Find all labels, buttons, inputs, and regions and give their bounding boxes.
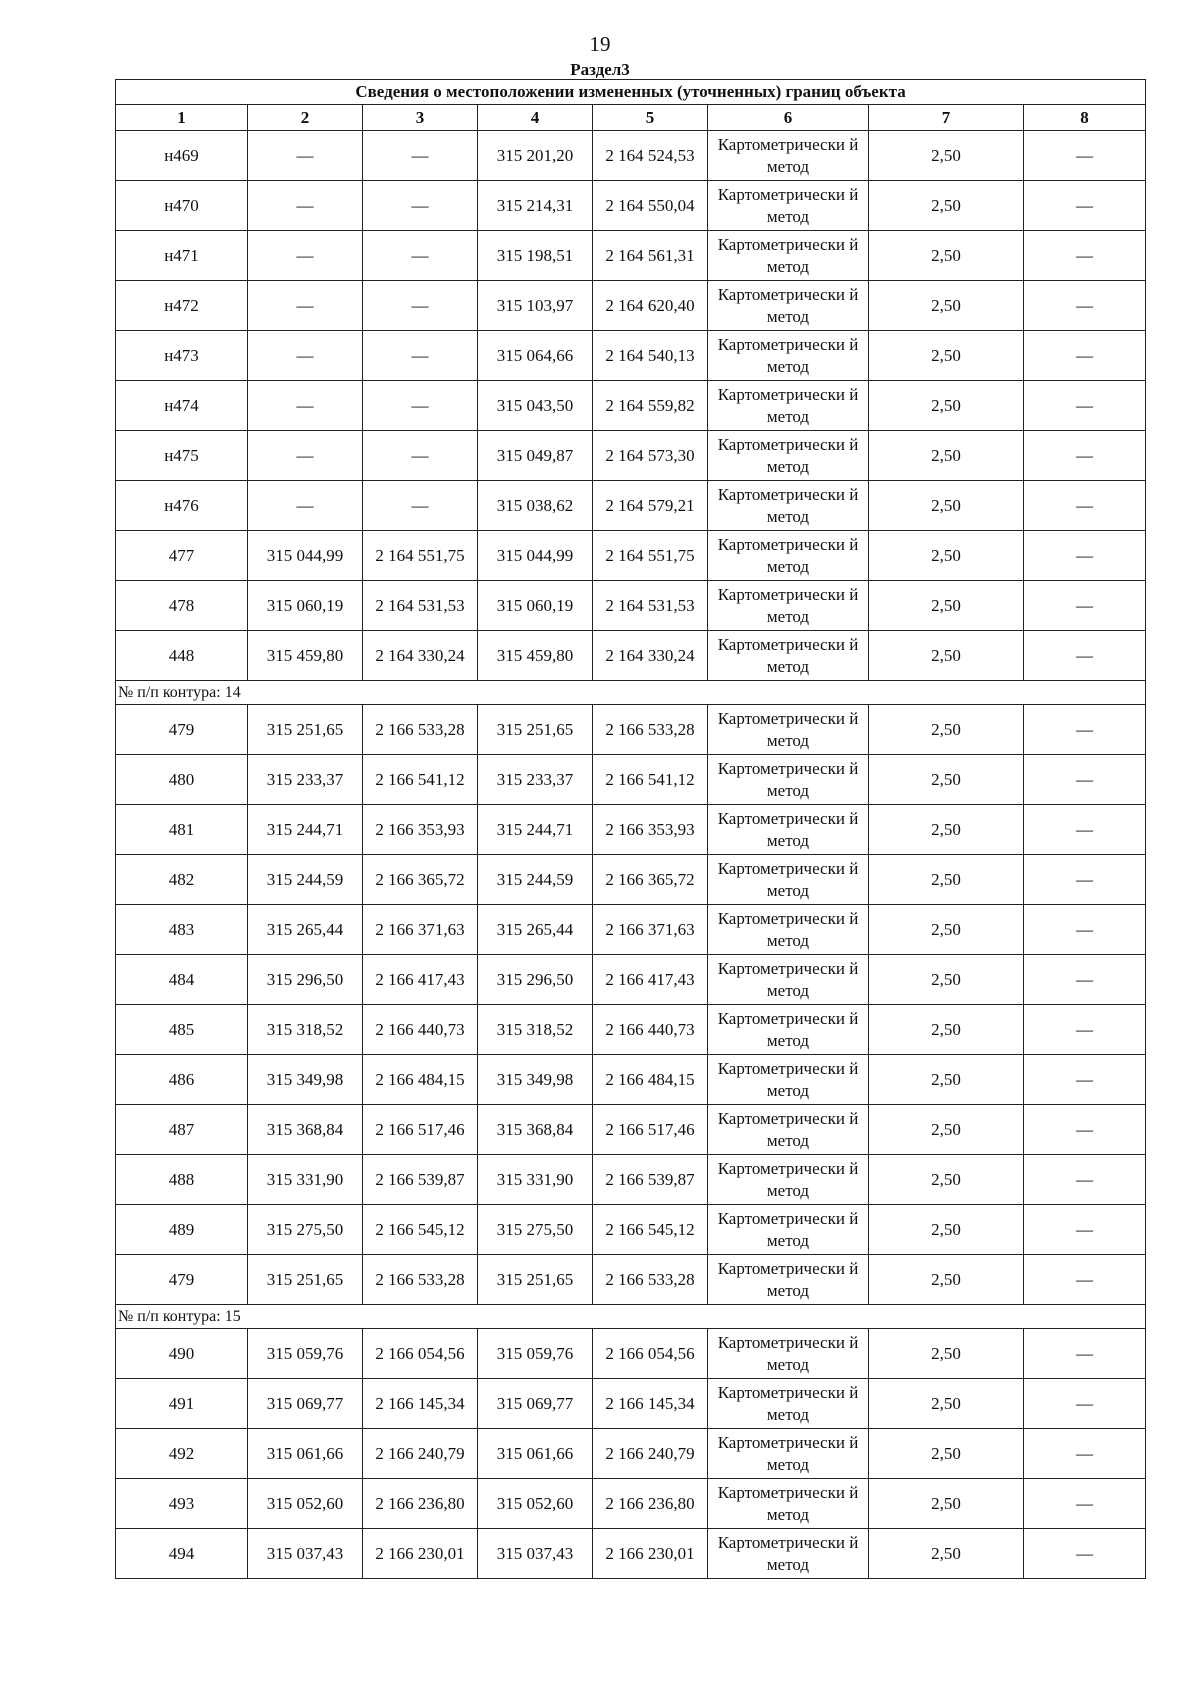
table-cell: 482 bbox=[116, 855, 248, 905]
table-cell: Картометрически й метод bbox=[708, 131, 869, 181]
table-row bbox=[116, 381, 1146, 431]
table-row bbox=[116, 631, 1146, 681]
table-cell: Картометрически й метод bbox=[708, 481, 869, 531]
table-cell: 2,50 bbox=[869, 1155, 1024, 1205]
contour-label: № п/п контура: 14 bbox=[116, 681, 1146, 705]
column-header: 4 bbox=[478, 105, 593, 131]
table-cell: — bbox=[363, 281, 478, 331]
table-row bbox=[116, 1055, 1146, 1105]
table-cell: 2 166 533,28 bbox=[363, 705, 478, 755]
table-cell: 491 bbox=[116, 1379, 248, 1429]
table-cell: 2 164 531,53 bbox=[593, 581, 708, 631]
table-row bbox=[116, 1529, 1146, 1579]
table-cell: 315 044,99 bbox=[248, 531, 363, 581]
table-cell: — bbox=[1024, 1379, 1146, 1429]
table-cell: 315 061,66 bbox=[478, 1429, 593, 1479]
table-cell: н474 bbox=[116, 381, 248, 431]
table-cell: — bbox=[1024, 131, 1146, 181]
contour-row bbox=[116, 1305, 1146, 1329]
column-header: 3 bbox=[363, 105, 478, 131]
table-cell: 315 069,77 bbox=[478, 1379, 593, 1429]
table-cell: — bbox=[248, 331, 363, 381]
table-cell: Картометрически й метод bbox=[708, 955, 869, 1005]
table-cell: 2 164 540,13 bbox=[593, 331, 708, 381]
table-row bbox=[116, 705, 1146, 755]
column-header: 6 bbox=[708, 105, 869, 131]
table-cell: 2 166 545,12 bbox=[363, 1205, 478, 1255]
table-cell: н475 bbox=[116, 431, 248, 481]
table-cell: — bbox=[1024, 905, 1146, 955]
table-cell: 2 164 330,24 bbox=[593, 631, 708, 681]
table-cell: — bbox=[1024, 755, 1146, 805]
table-cell: 2,50 bbox=[869, 481, 1024, 531]
table-row bbox=[116, 1329, 1146, 1379]
table-cell: 315 037,43 bbox=[478, 1529, 593, 1579]
table-cell: 315 349,98 bbox=[478, 1055, 593, 1105]
table-cell: 315 318,52 bbox=[248, 1005, 363, 1055]
table-cell: 315 233,37 bbox=[248, 755, 363, 805]
table-cell: Картометрически й метод bbox=[708, 1529, 869, 1579]
table-cell: н472 bbox=[116, 281, 248, 331]
table-cell: — bbox=[1024, 955, 1146, 1005]
table-cell: н471 bbox=[116, 231, 248, 281]
table-cell: 315 060,19 bbox=[478, 581, 593, 631]
table-cell: 315 233,37 bbox=[478, 755, 593, 805]
table-row bbox=[116, 131, 1146, 181]
table-cell: 315 244,71 bbox=[248, 805, 363, 855]
table-cell: 315 251,65 bbox=[478, 705, 593, 755]
table-cell: 2 166 517,46 bbox=[363, 1105, 478, 1155]
table-cell: 2,50 bbox=[869, 1379, 1024, 1429]
table-cell: — bbox=[248, 131, 363, 181]
table-cell: Картометрически й метод bbox=[708, 1155, 869, 1205]
table-cell: 2,50 bbox=[869, 955, 1024, 1005]
table-cell: Картометрически й метод bbox=[708, 905, 869, 955]
table-cell: Картометрически й метод bbox=[708, 381, 869, 431]
table-cell: 315 044,99 bbox=[478, 531, 593, 581]
table-row bbox=[116, 181, 1146, 231]
table-row bbox=[116, 231, 1146, 281]
table-cell: 315 296,50 bbox=[478, 955, 593, 1005]
table-cell: — bbox=[248, 481, 363, 531]
table-cell: 2,50 bbox=[869, 381, 1024, 431]
table-caption-row bbox=[116, 80, 1146, 105]
table-cell: — bbox=[363, 131, 478, 181]
table-cell: 315 318,52 bbox=[478, 1005, 593, 1055]
table-row bbox=[116, 1155, 1146, 1205]
table-cell: — bbox=[1024, 281, 1146, 331]
table-cell: — bbox=[1024, 1329, 1146, 1379]
table-cell: 493 bbox=[116, 1479, 248, 1529]
table-cell: 315 043,50 bbox=[478, 381, 593, 431]
table-cell: Картометрически й метод bbox=[708, 1105, 869, 1155]
table-cell: 486 bbox=[116, 1055, 248, 1105]
table-cell: 315 251,65 bbox=[248, 705, 363, 755]
table-row bbox=[116, 1105, 1146, 1155]
table-cell: 2 164 573,30 bbox=[593, 431, 708, 481]
table-cell: — bbox=[248, 381, 363, 431]
table-cell: 2 166 541,12 bbox=[593, 755, 708, 805]
table-cell: 2 166 145,34 bbox=[593, 1379, 708, 1429]
table-cell: 2,50 bbox=[869, 805, 1024, 855]
table-cell: — bbox=[1024, 481, 1146, 531]
table-cell: — bbox=[1024, 1005, 1146, 1055]
table-row bbox=[116, 1379, 1146, 1429]
table-cell: — bbox=[1024, 1055, 1146, 1105]
table-cell: 2 164 551,75 bbox=[593, 531, 708, 581]
table-cell: 477 bbox=[116, 531, 248, 581]
table-caption: Сведения о местоположении измененных (уточненных) границ объекта bbox=[116, 80, 1146, 105]
contour-row bbox=[116, 681, 1146, 705]
table-cell: 2,50 bbox=[869, 1329, 1024, 1379]
table-cell: Картометрически й метод bbox=[708, 281, 869, 331]
table-cell: 487 bbox=[116, 1105, 248, 1155]
table-cell: Картометрически й метод bbox=[708, 1005, 869, 1055]
table-cell: 2 166 230,01 bbox=[593, 1529, 708, 1579]
table-cell: Картометрически й метод bbox=[708, 631, 869, 681]
table-cell: 2 166 533,28 bbox=[593, 1255, 708, 1305]
table-cell: 2,50 bbox=[869, 631, 1024, 681]
table-cell: 315 038,62 bbox=[478, 481, 593, 531]
table-cell: 315 244,59 bbox=[478, 855, 593, 905]
table-cell: 315 265,44 bbox=[248, 905, 363, 955]
table-cell: — bbox=[363, 231, 478, 281]
table-cell: 492 bbox=[116, 1429, 248, 1479]
table-cell: — bbox=[1024, 1155, 1146, 1205]
table-cell: 2,50 bbox=[869, 1529, 1024, 1579]
table-cell: 2 166 054,56 bbox=[593, 1329, 708, 1379]
table-cell: 479 bbox=[116, 705, 248, 755]
table-row bbox=[116, 855, 1146, 905]
table-cell: 2 166 541,12 bbox=[363, 755, 478, 805]
table-cell: 315 275,50 bbox=[248, 1205, 363, 1255]
column-header: 2 bbox=[248, 105, 363, 131]
table-cell: 2 166 240,79 bbox=[593, 1429, 708, 1479]
table-cell: 315 459,80 bbox=[478, 631, 593, 681]
table-cell: Картометрически й метод bbox=[708, 231, 869, 281]
table-cell: Картометрически й метод bbox=[708, 755, 869, 805]
table-cell: 2 166 517,46 bbox=[593, 1105, 708, 1155]
table-cell: 315 037,43 bbox=[248, 1529, 363, 1579]
table-cell: 2,50 bbox=[869, 331, 1024, 381]
table-cell: 315 061,66 bbox=[248, 1429, 363, 1479]
table-cell: — bbox=[1024, 331, 1146, 381]
column-header: 5 bbox=[593, 105, 708, 131]
table-cell: 2 166 236,80 bbox=[363, 1479, 478, 1529]
table-cell: 2,50 bbox=[869, 581, 1024, 631]
table-cell: 2 164 561,31 bbox=[593, 231, 708, 281]
table-cell: 2 166 545,12 bbox=[593, 1205, 708, 1255]
table-cell: 480 bbox=[116, 755, 248, 805]
table-cell: 2 166 417,43 bbox=[363, 955, 478, 1005]
table-cell: — bbox=[1024, 381, 1146, 431]
table-cell: 2,50 bbox=[869, 1205, 1024, 1255]
table-cell: 448 bbox=[116, 631, 248, 681]
table-row bbox=[116, 905, 1146, 955]
table-cell: 2 166 145,34 bbox=[363, 1379, 478, 1429]
table-cell: 488 bbox=[116, 1155, 248, 1205]
table-row bbox=[116, 281, 1146, 331]
table-cell: н469 bbox=[116, 131, 248, 181]
table-row bbox=[116, 1429, 1146, 1479]
table-cell: 315 052,60 bbox=[478, 1479, 593, 1529]
table-cell: Картометрически й метод bbox=[708, 431, 869, 481]
table-cell: Картометрически й метод bbox=[708, 1429, 869, 1479]
table-cell: Картометрически й метод bbox=[708, 705, 869, 755]
table-cell: 2,50 bbox=[869, 1429, 1024, 1479]
table-row bbox=[116, 805, 1146, 855]
table-cell: — bbox=[1024, 581, 1146, 631]
table-cell: 2 166 365,72 bbox=[363, 855, 478, 905]
table-cell: 2 166 533,28 bbox=[593, 705, 708, 755]
table-cell: 2 164 551,75 bbox=[363, 531, 478, 581]
table-cell: 489 bbox=[116, 1205, 248, 1255]
table-cell: 2 166 484,15 bbox=[593, 1055, 708, 1105]
boundary-coordinates-table bbox=[115, 79, 1146, 1579]
table-cell: 2 166 533,28 bbox=[363, 1255, 478, 1305]
table-row bbox=[116, 581, 1146, 631]
table-cell: 315 265,44 bbox=[478, 905, 593, 955]
table-cell: 484 bbox=[116, 955, 248, 1005]
table-cell: — bbox=[248, 281, 363, 331]
table-row bbox=[116, 755, 1146, 805]
table-cell: 2,50 bbox=[869, 855, 1024, 905]
table-cell: 2 164 550,04 bbox=[593, 181, 708, 231]
table-cell: 315 052,60 bbox=[248, 1479, 363, 1529]
table-row bbox=[116, 1205, 1146, 1255]
table-cell: 2 164 559,82 bbox=[593, 381, 708, 431]
table-cell: 2 166 054,56 bbox=[363, 1329, 478, 1379]
table-cell: Картометрически й метод bbox=[708, 181, 869, 231]
table-cell: 2,50 bbox=[869, 705, 1024, 755]
table-cell: 479 bbox=[116, 1255, 248, 1305]
table-cell: — bbox=[1024, 1205, 1146, 1255]
table-cell: 315 331,90 bbox=[478, 1155, 593, 1205]
table-cell: — bbox=[363, 481, 478, 531]
table-cell: 2 166 417,43 bbox=[593, 955, 708, 1005]
table-cell: — bbox=[248, 431, 363, 481]
table-row bbox=[116, 1005, 1146, 1055]
table-cell: 2,50 bbox=[869, 431, 1024, 481]
table-cell: — bbox=[1024, 705, 1146, 755]
table-cell: — bbox=[363, 381, 478, 431]
table-cell: 2 164 579,21 bbox=[593, 481, 708, 531]
table-cell: Картометрически й метод bbox=[708, 531, 869, 581]
table-cell: 315 368,84 bbox=[248, 1105, 363, 1155]
table-cell: 2 166 353,93 bbox=[363, 805, 478, 855]
table-cell: 481 bbox=[116, 805, 248, 855]
table-cell: — bbox=[1024, 231, 1146, 281]
table-cell: 2,50 bbox=[869, 1479, 1024, 1529]
table-cell: 2 164 620,40 bbox=[593, 281, 708, 331]
table-cell: Картометрически й метод bbox=[708, 1255, 869, 1305]
column-header: 8 bbox=[1024, 105, 1146, 131]
table-cell: 315 198,51 bbox=[478, 231, 593, 281]
table-cell: 483 bbox=[116, 905, 248, 955]
table-cell: Картометрически й метод bbox=[708, 1479, 869, 1529]
table-cell: 315 349,98 bbox=[248, 1055, 363, 1105]
table-row bbox=[116, 1479, 1146, 1529]
table-cell: 315 296,50 bbox=[248, 955, 363, 1005]
table-cell: 315 251,65 bbox=[478, 1255, 593, 1305]
table-header-row bbox=[116, 105, 1146, 131]
table-cell: 315 064,66 bbox=[478, 331, 593, 381]
table-cell: 2,50 bbox=[869, 1055, 1024, 1105]
table-row bbox=[116, 531, 1146, 581]
table-cell: 2 164 524,53 bbox=[593, 131, 708, 181]
table-cell: Картометрически й метод bbox=[708, 331, 869, 381]
table-cell: 315 059,76 bbox=[248, 1329, 363, 1379]
table-cell: н473 bbox=[116, 331, 248, 381]
table-cell: — bbox=[363, 431, 478, 481]
table-cell: — bbox=[1024, 1429, 1146, 1479]
table-cell: — bbox=[1024, 631, 1146, 681]
table-cell: 2 166 539,87 bbox=[593, 1155, 708, 1205]
table-cell: 2 166 236,80 bbox=[593, 1479, 708, 1529]
table-cell: 2 166 365,72 bbox=[593, 855, 708, 905]
table-cell: 2,50 bbox=[869, 531, 1024, 581]
table-cell: Картометрически й метод bbox=[708, 581, 869, 631]
table-row bbox=[116, 1255, 1146, 1305]
table-cell: 315 201,20 bbox=[478, 131, 593, 181]
table-cell: 2 166 353,93 bbox=[593, 805, 708, 855]
table-cell: 2 166 440,73 bbox=[363, 1005, 478, 1055]
table-cell: 2 164 531,53 bbox=[363, 581, 478, 631]
table-cell: 315 275,50 bbox=[478, 1205, 593, 1255]
table-cell: — bbox=[1024, 805, 1146, 855]
section-title: Раздел3 bbox=[570, 60, 630, 79]
table-cell: 2 166 240,79 bbox=[363, 1429, 478, 1479]
table-cell: 315 368,84 bbox=[478, 1105, 593, 1155]
table-cell: — bbox=[1024, 1479, 1146, 1529]
table-cell: 315 060,19 bbox=[248, 581, 363, 631]
table-cell: 2 166 371,63 bbox=[593, 905, 708, 955]
table-cell: 2 166 539,87 bbox=[363, 1155, 478, 1205]
table-row bbox=[116, 331, 1146, 381]
table-cell: 315 069,77 bbox=[248, 1379, 363, 1429]
table-row bbox=[116, 431, 1146, 481]
table-cell: — bbox=[1024, 1529, 1146, 1579]
table-cell: — bbox=[363, 181, 478, 231]
table-cell: Картометрически й метод bbox=[708, 1205, 869, 1255]
table-cell: — bbox=[1024, 431, 1146, 481]
table-cell: 2,50 bbox=[869, 905, 1024, 955]
table-cell: — bbox=[248, 181, 363, 231]
table-cell: н470 bbox=[116, 181, 248, 231]
table-cell: — bbox=[363, 331, 478, 381]
table-cell: 2 166 230,01 bbox=[363, 1529, 478, 1579]
table-cell: 315 331,90 bbox=[248, 1155, 363, 1205]
table-cell: 485 bbox=[116, 1005, 248, 1055]
table-cell: 2,50 bbox=[869, 755, 1024, 805]
table-cell: 2 166 371,63 bbox=[363, 905, 478, 955]
table-cell: 2,50 bbox=[869, 131, 1024, 181]
table-cell: — bbox=[1024, 531, 1146, 581]
table-cell: 2,50 bbox=[869, 231, 1024, 281]
table-cell: Картометрически й метод bbox=[708, 1379, 869, 1429]
table-cell: 478 bbox=[116, 581, 248, 631]
table-cell: Картометрически й метод bbox=[708, 1329, 869, 1379]
page-number: 19 bbox=[589, 32, 611, 56]
table-cell: 490 bbox=[116, 1329, 248, 1379]
table-cell: 315 244,71 bbox=[478, 805, 593, 855]
table-cell: Картометрически й метод bbox=[708, 805, 869, 855]
table-cell: — bbox=[1024, 855, 1146, 905]
table-cell: н476 bbox=[116, 481, 248, 531]
table-cell: 2 166 440,73 bbox=[593, 1005, 708, 1055]
table-cell: — bbox=[1024, 1105, 1146, 1155]
table-cell: 494 bbox=[116, 1529, 248, 1579]
table-cell: Картометрически й метод bbox=[708, 1055, 869, 1105]
table-cell: — bbox=[1024, 1255, 1146, 1305]
table-cell: 315 244,59 bbox=[248, 855, 363, 905]
table-cell: 315 059,76 bbox=[478, 1329, 593, 1379]
table-cell: 315 103,97 bbox=[478, 281, 593, 331]
table-cell: — bbox=[1024, 181, 1146, 231]
table-cell: 2 164 330,24 bbox=[363, 631, 478, 681]
table-cell: 315 459,80 bbox=[248, 631, 363, 681]
table-cell: 315 214,31 bbox=[478, 181, 593, 231]
contour-label: № п/п контура: 15 bbox=[116, 1305, 1146, 1329]
table-cell: 2,50 bbox=[869, 1005, 1024, 1055]
table-cell: 2,50 bbox=[869, 1255, 1024, 1305]
table-cell: 2,50 bbox=[869, 1105, 1024, 1155]
table-cell: 315 049,87 bbox=[478, 431, 593, 481]
column-header: 7 bbox=[869, 105, 1024, 131]
table-row bbox=[116, 955, 1146, 1005]
column-header: 1 bbox=[116, 105, 248, 131]
table-cell: 2,50 bbox=[869, 281, 1024, 331]
table-cell: Картометрически й метод bbox=[708, 855, 869, 905]
table-body bbox=[116, 80, 1146, 1579]
table-cell: 2,50 bbox=[869, 181, 1024, 231]
table-cell: 315 251,65 bbox=[248, 1255, 363, 1305]
table-row bbox=[116, 481, 1146, 531]
table-cell: 2 166 484,15 bbox=[363, 1055, 478, 1105]
table-cell: — bbox=[248, 231, 363, 281]
